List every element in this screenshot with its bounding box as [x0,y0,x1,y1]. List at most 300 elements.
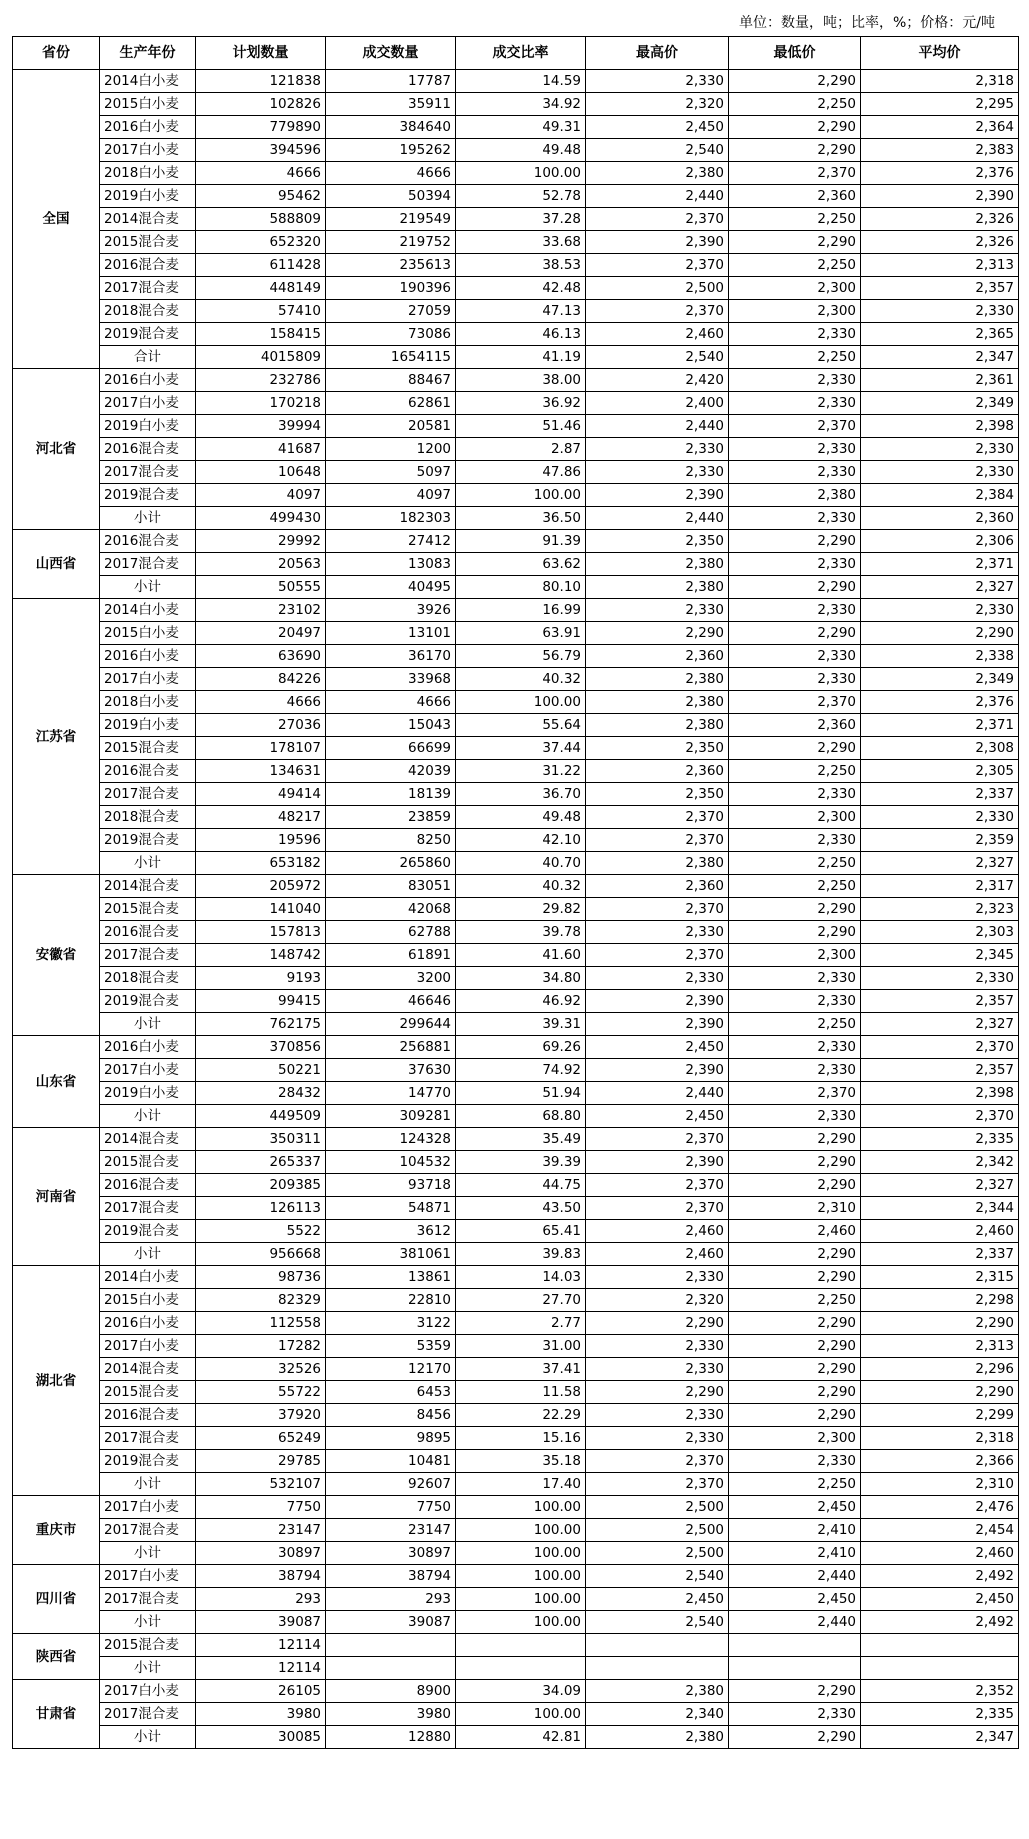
lowest-price-cell: 2,330 [729,1703,861,1726]
trade-ratio-cell: 69.26 [456,1036,586,1059]
highest-price-cell: 2,370 [586,898,729,921]
highest-price-cell: 2,390 [586,231,729,254]
lowest-price-cell: 2,290 [729,1335,861,1358]
traded-quantity-cell: 54871 [326,1197,456,1220]
traded-quantity-cell: 235613 [326,254,456,277]
highest-price-cell: 2,290 [586,1312,729,1335]
highest-price-cell: 2,330 [586,1404,729,1427]
production-year-cell: 2019白小麦 [100,714,196,737]
trade-ratio-cell: 42.81 [456,1726,586,1749]
production-year-cell: 2016混合麦 [100,921,196,944]
traded-quantity-cell: 3200 [326,967,456,990]
average-price-cell: 2,303 [861,921,1019,944]
table-row [13,346,1019,369]
average-price-cell: 2,384 [861,484,1019,507]
table-body [13,70,1019,1749]
average-price-cell: 2,313 [861,1335,1019,1358]
planned-quantity-cell: 48217 [196,806,326,829]
table-row [13,691,1019,714]
production-year-cell: 2016白小麦 [100,116,196,139]
lowest-price-cell: 2,290 [729,576,861,599]
trade-ratio-cell: 36.50 [456,507,586,530]
table-row [13,185,1019,208]
highest-price-cell [586,1657,729,1680]
planned-quantity-cell: 39994 [196,415,326,438]
trade-ratio-cell: 14.03 [456,1266,586,1289]
lowest-price-cell: 2,330 [729,323,861,346]
planned-quantity-cell: 7750 [196,1496,326,1519]
average-price-cell: 2,330 [861,599,1019,622]
trade-ratio-cell: 55.64 [456,714,586,737]
highest-price-cell: 2,330 [586,1358,729,1381]
province-cell: 全国 [13,70,100,369]
average-price-cell: 2,370 [861,1105,1019,1128]
production-year-cell: 2017混合麦 [100,1519,196,1542]
table-row [13,1450,1019,1473]
trade-ratio-cell: 39.78 [456,921,586,944]
production-year-cell: 2014混合麦 [100,1128,196,1151]
production-year-cell: 2015白小麦 [100,1289,196,1312]
traded-quantity-cell: 35911 [326,93,456,116]
planned-quantity-cell: 9193 [196,967,326,990]
traded-quantity-cell: 13101 [326,622,456,645]
lowest-price-cell: 2,290 [729,1358,861,1381]
table-row [13,898,1019,921]
highest-price-cell: 2,380 [586,1726,729,1749]
planned-quantity-cell: 653182 [196,852,326,875]
header-traded-quantity: 成交数量 [326,37,456,70]
average-price-cell [861,1634,1019,1657]
planned-quantity-cell: 762175 [196,1013,326,1036]
planned-quantity-cell: 12114 [196,1634,326,1657]
table-row [13,576,1019,599]
trade-ratio-cell: 44.75 [456,1174,586,1197]
table-row [13,415,1019,438]
planned-quantity-cell: 3980 [196,1703,326,1726]
production-year-cell: 2015混合麦 [100,231,196,254]
planned-quantity-cell: 17282 [196,1335,326,1358]
traded-quantity-cell: 381061 [326,1243,456,1266]
highest-price-cell: 2,450 [586,116,729,139]
highest-price-cell: 2,330 [586,461,729,484]
table-row [13,1128,1019,1151]
highest-price-cell: 2,330 [586,438,729,461]
average-price-cell: 2,347 [861,1726,1019,1749]
lowest-price-cell: 2,330 [729,645,861,668]
production-year-cell: 2015混合麦 [100,1151,196,1174]
traded-quantity-cell: 5359 [326,1335,456,1358]
table-row [13,1174,1019,1197]
traded-quantity-cell: 124328 [326,1128,456,1151]
lowest-price-cell: 2,300 [729,1427,861,1450]
production-year-cell: 小计 [100,1473,196,1496]
table-row [13,553,1019,576]
planned-quantity-cell: 29785 [196,1450,326,1473]
table-row [13,392,1019,415]
table-row [13,1358,1019,1381]
production-year-cell: 2017白小麦 [100,1565,196,1588]
average-price-cell: 2,345 [861,944,1019,967]
highest-price-cell: 2,290 [586,1381,729,1404]
traded-quantity-cell: 3122 [326,1312,456,1335]
average-price-cell: 2,327 [861,576,1019,599]
production-year-cell: 2015混合麦 [100,737,196,760]
planned-quantity-cell: 50221 [196,1059,326,1082]
production-year-cell: 2017白小麦 [100,1335,196,1358]
average-price-cell: 2,460 [861,1542,1019,1565]
highest-price-cell: 2,450 [586,1036,729,1059]
planned-quantity-cell: 55722 [196,1381,326,1404]
production-year-cell: 2019混合麦 [100,1450,196,1473]
lowest-price-cell: 2,300 [729,300,861,323]
planned-quantity-cell: 611428 [196,254,326,277]
average-price-cell: 2,308 [861,737,1019,760]
planned-quantity-cell: 5522 [196,1220,326,1243]
traded-quantity-cell: 36170 [326,645,456,668]
planned-quantity-cell: 956668 [196,1243,326,1266]
average-price-cell: 2,360 [861,507,1019,530]
production-year-cell: 2018白小麦 [100,691,196,714]
traded-quantity-cell: 219549 [326,208,456,231]
average-price-cell: 2,327 [861,1174,1019,1197]
table-row [13,1220,1019,1243]
lowest-price-cell: 2,360 [729,714,861,737]
table-row [13,1611,1019,1634]
header-production-year: 生产年份 [100,37,196,70]
highest-price-cell: 2,440 [586,185,729,208]
planned-quantity-cell: 126113 [196,1197,326,1220]
highest-price-cell: 2,540 [586,139,729,162]
planned-quantity-cell: 28432 [196,1082,326,1105]
lowest-price-cell: 2,370 [729,415,861,438]
average-price-cell: 2,492 [861,1611,1019,1634]
planned-quantity-cell: 30897 [196,1542,326,1565]
highest-price-cell: 2,380 [586,162,729,185]
lowest-price-cell: 2,250 [729,1473,861,1496]
lowest-price-cell: 2,330 [729,1059,861,1082]
unit-note: 单位：数量，吨；比率，%；价格：元/吨 [738,15,995,31]
planned-quantity-cell: 30085 [196,1726,326,1749]
average-price-cell: 2,398 [861,1082,1019,1105]
planned-quantity-cell: 134631 [196,760,326,783]
planned-quantity-cell: 65249 [196,1427,326,1450]
table-row [13,622,1019,645]
highest-price-cell: 2,360 [586,760,729,783]
header-planned-quantity: 计划数量 [196,37,326,70]
trade-ratio-cell: 40.70 [456,852,586,875]
traded-quantity-cell: 5097 [326,461,456,484]
table-row [13,1289,1019,1312]
province-cell: 甘肃省 [13,1680,100,1749]
table-row [13,484,1019,507]
table-row [13,1542,1019,1565]
planned-quantity-cell: 157813 [196,921,326,944]
trade-ratio-cell: 56.79 [456,645,586,668]
highest-price-cell: 2,390 [586,1013,729,1036]
lowest-price-cell: 2,330 [729,438,861,461]
table-row [13,277,1019,300]
trade-ratio-cell: 47.13 [456,300,586,323]
average-price-cell: 2,366 [861,1450,1019,1473]
average-price-cell: 2,326 [861,208,1019,231]
traded-quantity-cell: 40495 [326,576,456,599]
average-price-cell: 2,371 [861,714,1019,737]
highest-price-cell: 2,540 [586,1565,729,1588]
planned-quantity-cell: 532107 [196,1473,326,1496]
average-price-cell: 2,450 [861,1588,1019,1611]
trade-ratio-cell: 74.92 [456,1059,586,1082]
lowest-price-cell: 2,330 [729,1036,861,1059]
lowest-price-cell: 2,290 [729,1128,861,1151]
trade-ratio-cell: 100.00 [456,484,586,507]
trade-ratio-cell: 27.70 [456,1289,586,1312]
highest-price-cell: 2,390 [586,990,729,1013]
highest-price-cell: 2,330 [586,1266,729,1289]
production-year-cell: 2015混合麦 [100,1634,196,1657]
highest-price-cell: 2,460 [586,1243,729,1266]
average-price-cell: 2,290 [861,1312,1019,1335]
trade-ratio-cell: 38.00 [456,369,586,392]
table-row [13,1427,1019,1450]
average-price-cell: 2,335 [861,1703,1019,1726]
table-row [13,1243,1019,1266]
traded-quantity-cell: 3980 [326,1703,456,1726]
traded-quantity-cell: 9895 [326,1427,456,1450]
lowest-price-cell: 2,250 [729,93,861,116]
production-year-cell: 2019白小麦 [100,185,196,208]
average-price-cell: 2,337 [861,1243,1019,1266]
lowest-price-cell: 2,250 [729,254,861,277]
highest-price-cell: 2,380 [586,852,729,875]
planned-quantity-cell: 37920 [196,1404,326,1427]
highest-price-cell: 2,360 [586,875,729,898]
average-price-cell: 2,335 [861,1128,1019,1151]
table-row [13,369,1019,392]
traded-quantity-cell: 219752 [326,231,456,254]
production-year-cell: 小计 [100,1657,196,1680]
trade-ratio-cell: 34.80 [456,967,586,990]
trade-ratio-cell: 2.87 [456,438,586,461]
table-row [13,1013,1019,1036]
table-row [13,714,1019,737]
average-price-cell: 2,330 [861,461,1019,484]
production-year-cell: 2015白小麦 [100,93,196,116]
planned-quantity-cell: 170218 [196,392,326,415]
lowest-price-cell: 2,330 [729,990,861,1013]
highest-price-cell: 2,450 [586,1105,729,1128]
lowest-price-cell: 2,300 [729,944,861,967]
lowest-price-cell: 2,250 [729,208,861,231]
lowest-price-cell: 2,360 [729,185,861,208]
planned-quantity-cell: 49414 [196,783,326,806]
planned-quantity-cell: 29992 [196,530,326,553]
production-year-cell: 2016混合麦 [100,1174,196,1197]
lowest-price-cell: 2,330 [729,553,861,576]
highest-price-cell: 2,320 [586,93,729,116]
average-price-cell: 2,371 [861,553,1019,576]
table-row [13,1726,1019,1749]
lowest-price-cell: 2,370 [729,691,861,714]
highest-price-cell: 2,370 [586,300,729,323]
lowest-price-cell: 2,290 [729,530,861,553]
planned-quantity-cell: 95462 [196,185,326,208]
highest-price-cell: 2,370 [586,944,729,967]
table-row [13,668,1019,691]
lowest-price-cell: 2,450 [729,1588,861,1611]
table-row [13,208,1019,231]
province-cell: 江苏省 [13,599,100,875]
production-year-cell: 2016混合麦 [100,254,196,277]
trade-ratio-cell: 34.09 [456,1680,586,1703]
planned-quantity-cell: 112558 [196,1312,326,1335]
trade-ratio-cell: 49.31 [456,116,586,139]
highest-price-cell: 2,440 [586,507,729,530]
traded-quantity-cell: 30897 [326,1542,456,1565]
planned-quantity-cell: 232786 [196,369,326,392]
trade-ratio-cell: 35.18 [456,1450,586,1473]
trade-ratio-cell: 36.70 [456,783,586,806]
table-row [13,461,1019,484]
production-year-cell: 2016混合麦 [100,530,196,553]
trade-ratio-cell: 37.44 [456,737,586,760]
trade-ratio-cell: 68.80 [456,1105,586,1128]
trade-ratio-cell: 63.62 [456,553,586,576]
traded-quantity-cell: 20581 [326,415,456,438]
production-year-cell: 2018混合麦 [100,967,196,990]
trade-ratio-cell: 100.00 [456,162,586,185]
lowest-price-cell: 2,250 [729,1289,861,1312]
traded-quantity-cell: 3612 [326,1220,456,1243]
planned-quantity-cell: 41687 [196,438,326,461]
average-price-cell: 2,361 [861,369,1019,392]
planned-quantity-cell: 158415 [196,323,326,346]
highest-price-cell: 2,370 [586,1174,729,1197]
traded-quantity-cell: 14770 [326,1082,456,1105]
trade-ratio-cell: 100.00 [456,1611,586,1634]
average-price-cell: 2,349 [861,392,1019,415]
header-trade-ratio: 成交比率 [456,37,586,70]
planned-quantity-cell: 4015809 [196,346,326,369]
traded-quantity-cell: 3926 [326,599,456,622]
traded-quantity-cell: 22810 [326,1289,456,1312]
highest-price-cell: 2,330 [586,967,729,990]
average-price-cell: 2,295 [861,93,1019,116]
trade-ratio-cell: 11.58 [456,1381,586,1404]
province-cell: 山西省 [13,530,100,599]
table-row [13,1151,1019,1174]
traded-quantity-cell: 299644 [326,1013,456,1036]
planned-quantity-cell: 19596 [196,829,326,852]
traded-quantity-cell: 12170 [326,1358,456,1381]
lowest-price-cell: 2,250 [729,346,861,369]
production-year-cell: 2019混合麦 [100,323,196,346]
table-row [13,1059,1019,1082]
planned-quantity-cell: 26105 [196,1680,326,1703]
table-row [13,921,1019,944]
table-row [13,1197,1019,1220]
average-price-cell: 2,305 [861,760,1019,783]
production-year-cell: 2016白小麦 [100,1036,196,1059]
production-year-cell: 2016混合麦 [100,1404,196,1427]
highest-price-cell: 2,370 [586,1128,729,1151]
table-row [13,139,1019,162]
province-cell: 陕西省 [13,1634,100,1680]
production-year-cell: 小计 [100,507,196,530]
production-year-cell: 2016白小麦 [100,1312,196,1335]
table-row [13,645,1019,668]
traded-quantity-cell: 27059 [326,300,456,323]
average-price-cell: 2,298 [861,1289,1019,1312]
table-row [13,1312,1019,1335]
planned-quantity-cell: 27036 [196,714,326,737]
trade-ratio-cell: 49.48 [456,139,586,162]
table-row [13,1703,1019,1726]
lowest-price-cell: 2,290 [729,1726,861,1749]
trade-ratio-cell: 39.83 [456,1243,586,1266]
highest-price-cell: 2,460 [586,1220,729,1243]
lowest-price-cell: 2,410 [729,1542,861,1565]
trade-ratio-cell: 42.10 [456,829,586,852]
average-price-cell: 2,330 [861,300,1019,323]
highest-price-cell: 2,330 [586,921,729,944]
trade-ratio-cell [456,1657,586,1680]
trade-ratio-cell: 100.00 [456,1542,586,1565]
average-price-cell: 2,318 [861,1427,1019,1450]
trade-ratio-cell: 63.91 [456,622,586,645]
highest-price-cell: 2,460 [586,323,729,346]
average-price-cell: 2,290 [861,622,1019,645]
average-price-cell: 2,326 [861,231,1019,254]
average-price-cell: 2,492 [861,1565,1019,1588]
header-province: 省份 [13,37,100,70]
production-year-cell: 2016混合麦 [100,438,196,461]
lowest-price-cell: 2,330 [729,599,861,622]
average-price-cell: 2,349 [861,668,1019,691]
highest-price-cell: 2,370 [586,829,729,852]
trade-ratio-cell: 37.41 [456,1358,586,1381]
table-row [13,829,1019,852]
highest-price-cell: 2,450 [586,1588,729,1611]
trade-ratio-cell: 37.28 [456,208,586,231]
traded-quantity-cell: 4097 [326,484,456,507]
table-row [13,70,1019,93]
average-price-cell: 2,327 [861,852,1019,875]
lowest-price-cell: 2,380 [729,484,861,507]
table-row [13,852,1019,875]
table-row [13,1496,1019,1519]
highest-price-cell: 2,350 [586,783,729,806]
trade-ratio-cell: 33.68 [456,231,586,254]
planned-quantity-cell: 4666 [196,162,326,185]
trade-ratio-cell: 16.99 [456,599,586,622]
planned-quantity-cell: 141040 [196,898,326,921]
table-row [13,438,1019,461]
table-row [13,254,1019,277]
table-row [13,944,1019,967]
average-price-cell [861,1657,1019,1680]
planned-quantity-cell: 350311 [196,1128,326,1151]
production-year-cell: 2019混合麦 [100,990,196,1013]
planned-quantity-cell: 84226 [196,668,326,691]
table-row [13,990,1019,1013]
production-year-cell: 小计 [100,1243,196,1266]
trade-ratio-cell: 42.48 [456,277,586,300]
trade-ratio-cell: 43.50 [456,1197,586,1220]
trade-ratio-cell: 65.41 [456,1220,586,1243]
trade-ratio-cell: 100.00 [456,1519,586,1542]
traded-quantity-cell: 33968 [326,668,456,691]
production-year-cell: 小计 [100,1726,196,1749]
